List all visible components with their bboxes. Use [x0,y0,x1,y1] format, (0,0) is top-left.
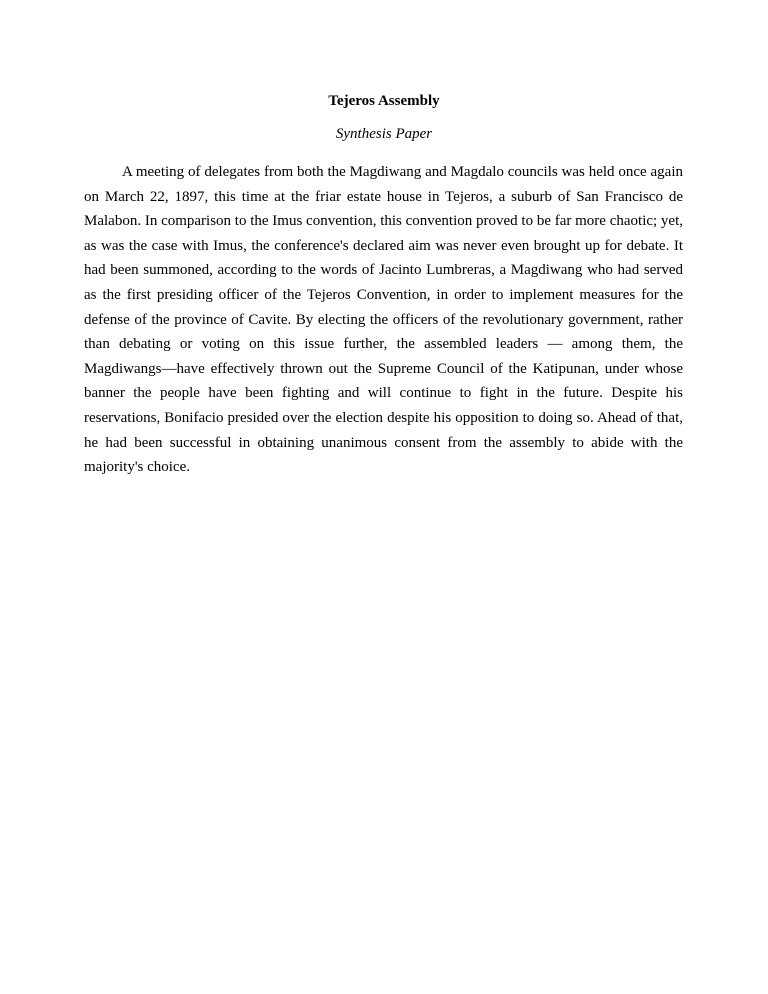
document-title: Tejeros Assembly [328,93,440,109]
body-paragraph: A meeting of delegates from both the Magdiwang and Magdalo councils was held once again on March 22, 1897, this time at the friar estate house in Tejeros, a suburb of San Francisco de Malabon. In comparison to the Imus convention, this convention proved to be far more chaotic; yet, as was the case with Imus, the conference's declared aim was never even brought up for debate. It had been summoned, according to the words of Jacinto Lumbreras, a Magdiwang who had served as the first presiding officer of the Tejeros Convention, in order to implement measures for the defense of the province of Cavite. By electing the officers of the revolutionary government, rather than debating or voting on this issue further, the assembled leaders — among them, the Magdiwangs—have effectively thrown out the Supreme Council of the Katipunan, under whose banner the people have been fighting and will continue to fight in the future. Despite his reservations, Bonifacio presided over the election despite his opposition to doing so. Ahead of that, he had been successful in obtaining unanimous consent from the assembly to abide with the majority's choice. [84,164,684,476]
document-subtitle: Synthesis Paper [335,126,433,142]
